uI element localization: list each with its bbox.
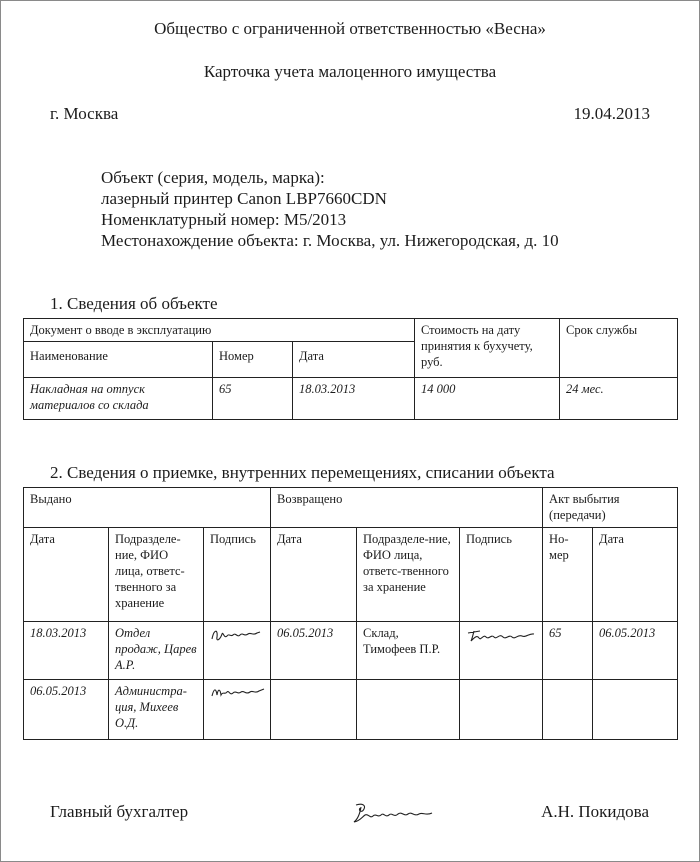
cell-issued-date: 18.03.2013: [24, 622, 109, 680]
document-title: Карточка учета малоценного имущества: [203, 62, 497, 81]
footer-name: А.Н. Покидова: [541, 802, 649, 821]
header-returned: Возвращено: [271, 488, 543, 528]
signature-timofeev: [466, 625, 538, 645]
object-location: Местонахождение объекта: г. Москва, ул. Нижегородская, д. 10: [101, 231, 559, 250]
header-issued: Выдано: [24, 488, 271, 528]
header-returned-dept: Подразделе-ние, ФИО лица, ответс-твенного за хранение: [357, 528, 460, 622]
table-row: [24, 378, 678, 420]
header-cost: Стоимость на дату принятия к бухучету, руб.: [415, 319, 560, 378]
header-service-term: Срок службы: [560, 319, 678, 378]
cell-term: 24 мес.: [560, 378, 678, 420]
header-number: Номер: [213, 342, 293, 378]
header-date: Дата: [293, 342, 415, 378]
cell-returned-date: 06.05.2013: [271, 622, 357, 680]
table-row: [24, 680, 678, 740]
section1-table: [23, 318, 678, 420]
footer-position: Главный бухгалтер: [50, 802, 189, 821]
header-issued-dept: Подразделе-ние, ФИО лица, ответс-твенного за хранение: [109, 528, 204, 622]
cell-act-date: 06.05.2013: [593, 622, 678, 680]
cell-issued-date: 06.05.2013: [24, 680, 109, 740]
header-returned-sign: Подпись: [460, 528, 543, 622]
header-name: Наименование: [24, 342, 213, 378]
cell-cost: 14 000: [415, 378, 560, 420]
section1-title: 1. Сведения об объекте: [50, 294, 218, 313]
header-issued-date: Дата: [24, 528, 109, 622]
cell-date: 18.03.2013: [293, 378, 415, 420]
city: г. Москва: [50, 104, 119, 123]
cell-issued-sign: [204, 680, 271, 740]
object-model: лазерный принтер Canon LBP7660CDN: [101, 189, 387, 208]
cell-name: Накладная на отпуск материалов со склада: [24, 378, 213, 420]
object-nomenclature-number: Номенклатурный номер: М5/2013: [101, 210, 347, 229]
cell-number: 65: [213, 378, 293, 420]
section2-title: 2. Сведения о приемке, внутренних перемещениях, списании объекта: [50, 463, 555, 482]
header-act-number: Но-мер: [543, 528, 593, 622]
cell-issued-dept: Администра-ция, Михеев О.Д.: [109, 680, 204, 740]
header-act-date: Дата: [593, 528, 678, 622]
signature-pokidova: [352, 801, 436, 825]
header-act: Акт выбытия (передачи): [543, 488, 678, 528]
section2-table: [23, 487, 678, 740]
cell-returned-dept: Склад, Тимофеев П.Р.: [357, 622, 460, 680]
signature-mikheev: [210, 683, 266, 701]
cell-issued-dept: Отдел продаж, Царев А.Р.: [109, 622, 204, 680]
header-document: Документ о вводе в эксплуатацию: [24, 319, 415, 342]
document-date: 19.04.2013: [573, 104, 650, 123]
header-issued-sign: Подпись: [204, 528, 271, 622]
object-label: Объект (серия, модель, марка):: [101, 168, 325, 187]
cell-issued-sign: [204, 622, 271, 680]
cell-returned-sign: [460, 622, 543, 680]
header-returned-date: Дата: [271, 528, 357, 622]
organization-name: Общество с ограниченной ответственностью «Весна»: [154, 19, 546, 38]
signature-tsarev: [210, 625, 262, 645]
table-row: [24, 622, 678, 680]
cell-act-number: 65: [543, 622, 593, 680]
